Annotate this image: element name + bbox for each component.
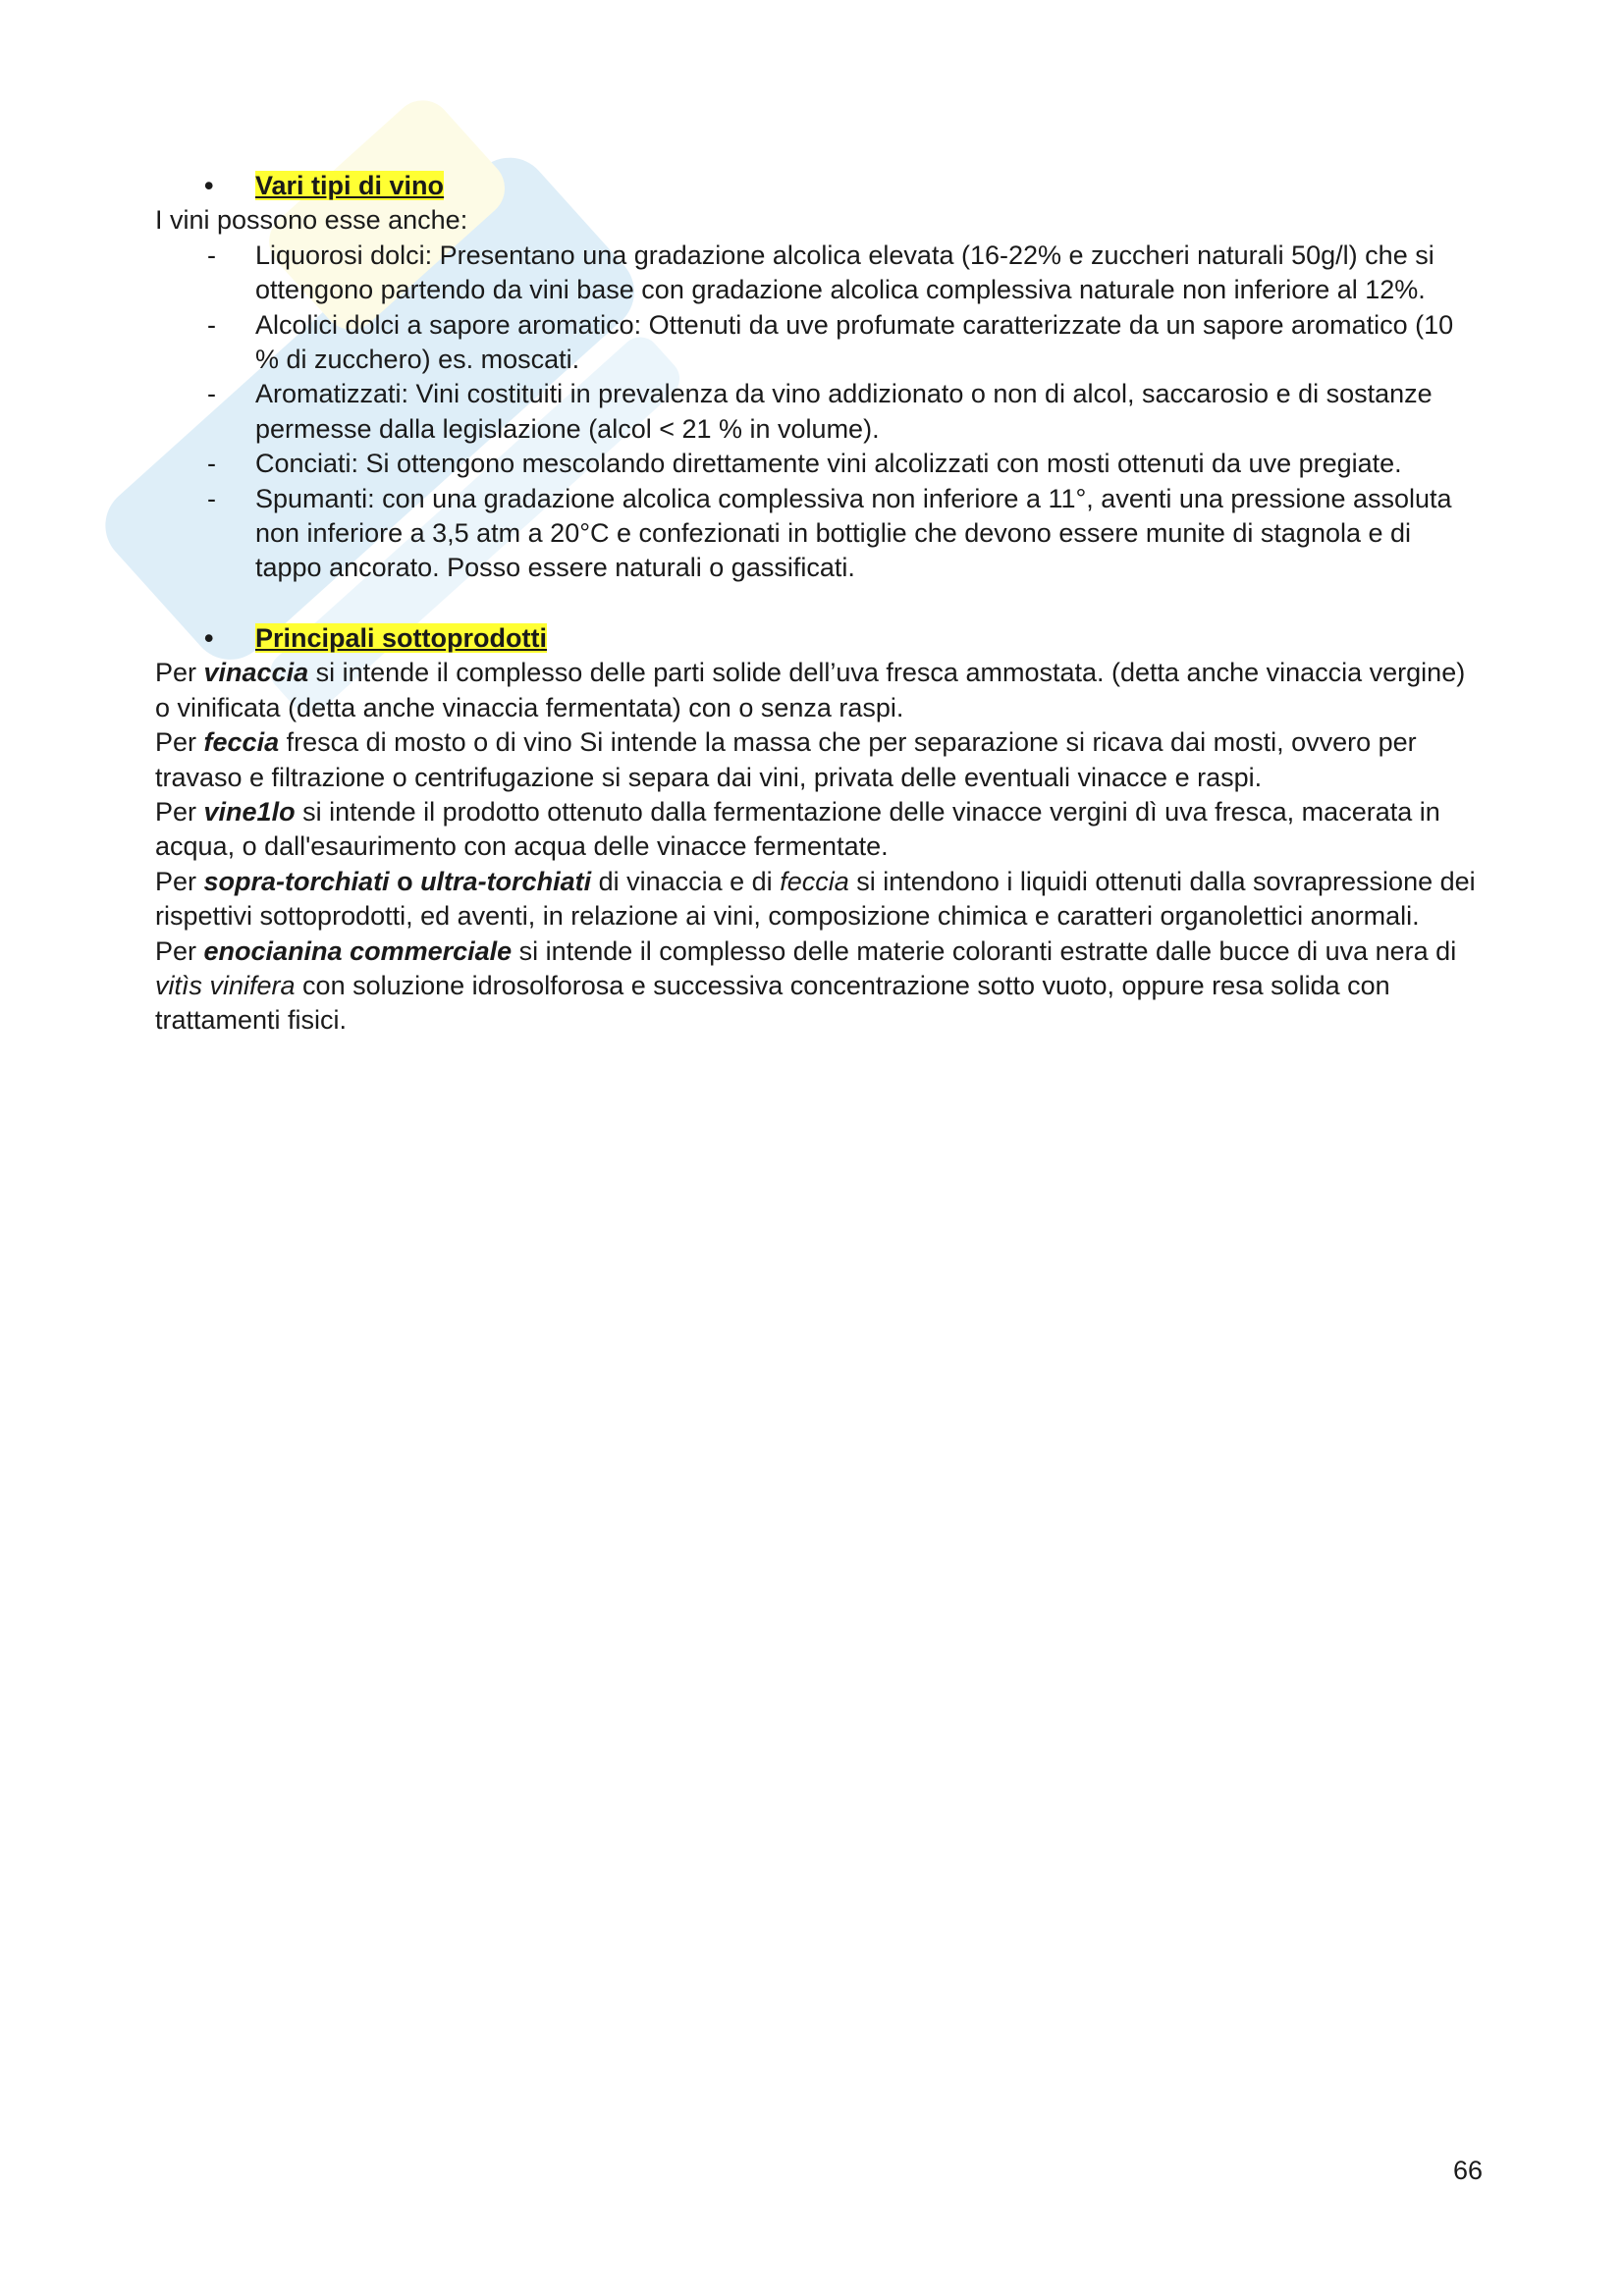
- dash-icon: -: [207, 379, 216, 409]
- document-body: [155, 169, 1481, 1039]
- dash-icon: -: [207, 483, 216, 513]
- heading-text: Vari tipi di vino: [255, 171, 445, 200]
- spacer: [155, 586, 1481, 621]
- dash-icon: -: [207, 449, 216, 479]
- dash-icon: -: [207, 309, 216, 340]
- section-heading-vini: [155, 169, 1481, 203]
- page-number: 66: [1452, 2156, 1483, 2185]
- term: ultra-torchiati: [420, 866, 592, 896]
- intro-text: I vini possono esse anche:: [155, 205, 468, 236]
- list-item-text: Conciati: Si ottengono mescolando direttamente vini alcolizzati con mosti ottenuti da uve pregiate.: [255, 449, 1402, 479]
- section-heading-sottoprodotti: [155, 621, 1481, 656]
- list-item-text: Aromatizzati: Vini costituiti in prevalenza da vino addizionato o non di alcol, saccarosio e di sostanze permesse dalla legislazione (alcol < 21 % in volume).: [255, 379, 1433, 444]
- term: vine1lo: [203, 796, 296, 827]
- wine-types-list: [155, 239, 1481, 586]
- definition-feccia: Per feccia fresca di mosto o di vino Si intende la massa che per separazione si ricava dai mosti, ovvero per travaso e filtrazione o centrifugazione si separa dai vini, privata delle eventuali vinacce e raspi.: [155, 727, 1417, 792]
- term: vinaccia: [203, 658, 309, 688]
- list-item: [155, 447, 1481, 481]
- list-item: [155, 239, 1481, 308]
- definition-vinello: Per vine1lo si intende il prodotto ottenuto dalla fermentazione delle vinacce vergini dì uva fresca, macerata in acqua, o dall'esaurimento con acqua delle vinacce fermentate.: [155, 796, 1440, 862]
- term: sopra-torchiati: [203, 866, 390, 896]
- list-item: [155, 377, 1481, 447]
- list-item: [155, 482, 1481, 586]
- list-item-text: Liquorosi dolci: Presentano una gradazione alcolica elevata (16-22% e zuccheri naturali 50g/l) che si ottengono partendo da vini base con gradazione alcolica complessiva naturale non inferiore al 12%.: [255, 240, 1434, 305]
- dash-icon: -: [207, 240, 216, 270]
- list-item-text: Alcolici dolci a sapore aromatico: Ottenuti da uve profumate caratterizzate da un sapore aromatico (10 % di zucchero) es. moscati.: [255, 309, 1454, 375]
- definition-enocianina: Per enocianina commerciale si intende il complesso delle materie coloranti estratte dalle bucce di uva nera di vitìs vinifera con soluzione idrosolforosa e successiva concentrazione sotto vuoto, oppure resa solida con trattamenti fisici.: [155, 935, 1457, 1036]
- list-item-text: Spumanti: con una gradazione alcolica complessiva non inferiore a 11°, aventi una pressione assoluta non inferiore a 3,5 atm a 20°C e confezionati in bottiglie che devono essere munite di stagnola e di tappo ancorato. Posso essere naturali o gassificati.: [255, 483, 1452, 583]
- list-item: [155, 308, 1481, 378]
- definition-torchiati: Per sopra-torchiati o ultra-torchiati di vinaccia e di feccia si intendono i liquidi ottenuti dalla sovrapressione dei rispettivi sottoprodotti, ed aventi, in relazione ai vini, composizione chimica e caratteri organolettici anormali.: [155, 866, 1476, 932]
- bullet-icon: •: [204, 622, 214, 653]
- heading-text: Principali sottoprodotti: [255, 622, 547, 653]
- term: enocianina commerciale: [203, 935, 513, 966]
- term: vitìs vinifera: [155, 970, 296, 1000]
- term: feccia: [203, 727, 280, 758]
- definition-vinaccia: Per vinaccia si intende il complesso delle parti solide dell’uva fresca ammostata. (detta anche vinaccia vergine) o vinificata (detta anche vinaccia fermentata) con o senza raspi.: [155, 658, 1466, 722]
- bullet-icon: •: [204, 171, 214, 200]
- term: feccia: [780, 866, 849, 896]
